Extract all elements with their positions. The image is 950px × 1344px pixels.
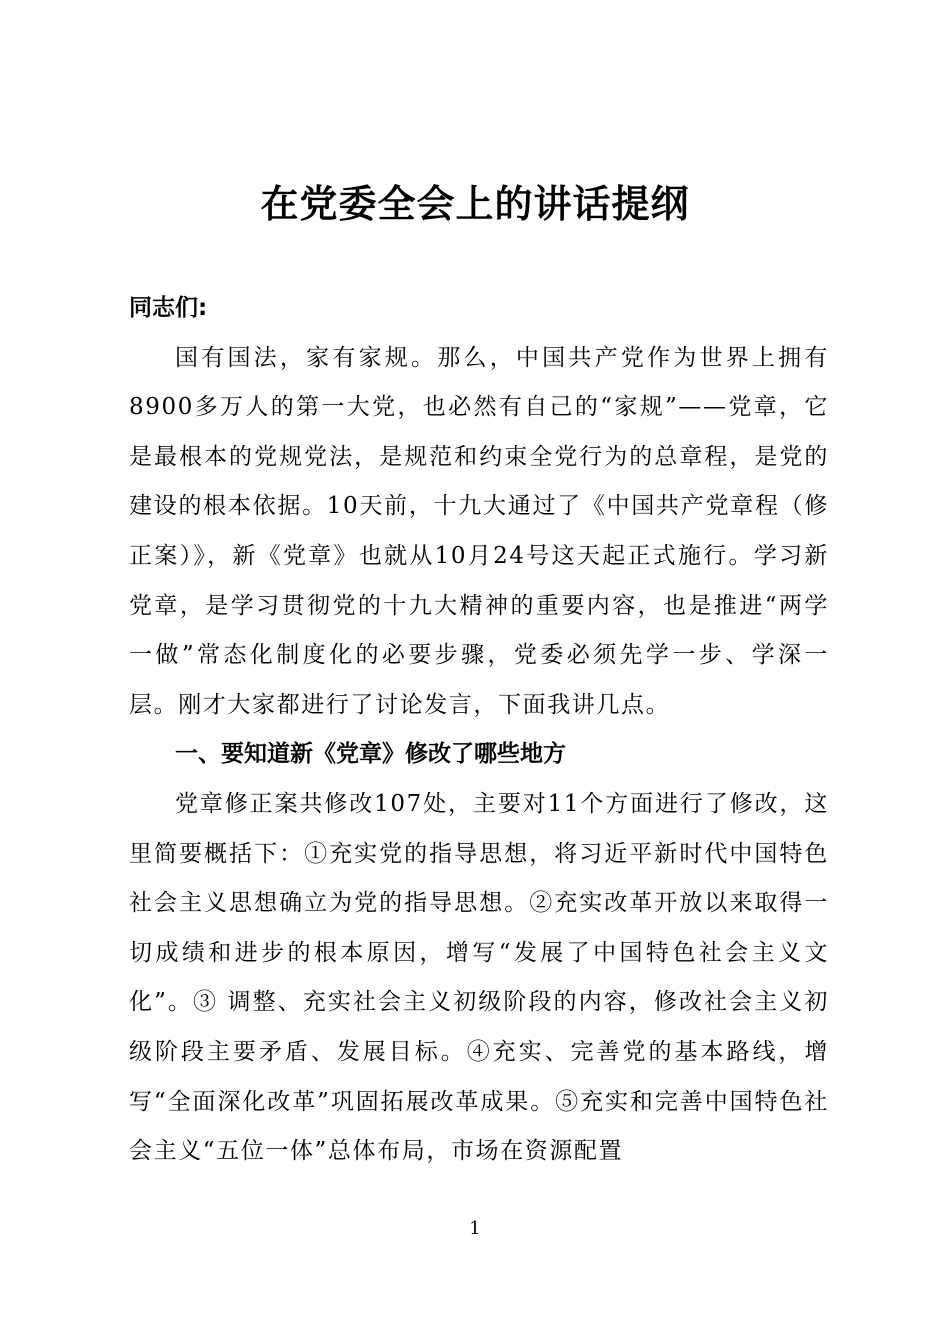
salutation: 同志们: — [129, 295, 208, 321]
page-number: 1 — [469, 1218, 481, 1239]
document-title: 在党委全会上的讲话提纲 — [260, 181, 690, 226]
document-body — [129, 284, 829, 1177]
paragraph-intro: 国有国法，家有家规。那么，中国共产党作为世界上拥有8900多万人的第一大党，也必然有自己的“家规”——党章，它是最根本的党规党法，是规范和约束全党行为的总章程，是党的建设的根本依据。10天前，十九大通过了《中国共产党章程（修正案）》，新《党章》也就从10月24号这天起正式施行。学习新党章，是学习贯彻党的十九大精神的重要内容，也是推进“两学一做”常态化制度化的必要步骤，党委必须先学一步、学深一层。刚才大家都进行了讨论发言，下面我讲几点。 — [129, 344, 829, 718]
paragraph-amendments: 党章修正案共修改107处，主要对11个方面进行了修改，这里简要概括下：①充实党的指导思想，将习近平新时代中国特色社会主义思想确立为党的指导思想。②充实改革开放以来取得一切成绩和进步的根本原因，增写“发展了中国特色社会主义文化”。③ 调整、充实社会主义初级阶段的内容，修改社会主义初级阶段主要矛盾、发展目标。④充实、完善党的基本路线，增写“全面深化改革”巩固拓展改革成果。⑤充实和完善中国特色社会主义“五位一体”总体布局，市场在资源配置 — [129, 790, 829, 1165]
section-heading-1: 一、要知道新《党章》修改了哪些地方 — [175, 741, 566, 768]
